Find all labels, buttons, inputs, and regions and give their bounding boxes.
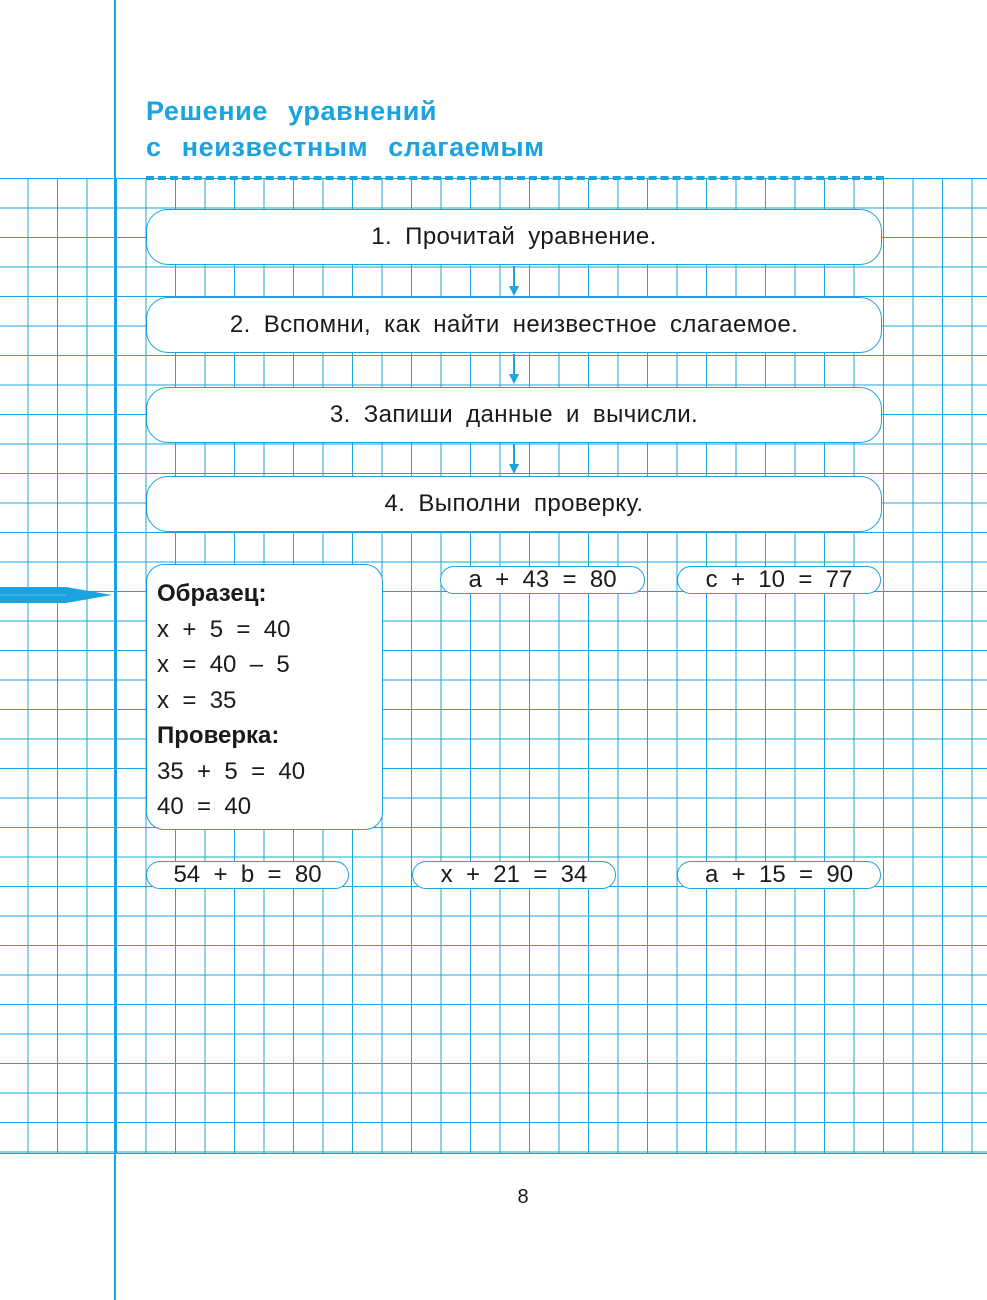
page-title xyxy=(146,93,545,165)
step-2: 2. Вспомни, как найти неизвестное слагаемое. xyxy=(146,297,882,353)
equation-4: x + 21 = 34 xyxy=(412,861,616,889)
arrow-down-icon xyxy=(509,444,519,474)
arrow-down-icon xyxy=(509,266,519,296)
check-heading: Проверка: xyxy=(157,722,280,749)
sample-box xyxy=(146,564,383,830)
arrow-down-icon xyxy=(509,354,519,384)
title-line-2: с неизвестным слагаемым xyxy=(146,132,545,162)
sample-line: x = 40 – 5 xyxy=(157,651,290,678)
grid-bottom-line xyxy=(0,1153,987,1154)
sample-heading: Образец: xyxy=(157,580,267,607)
sample-line: x + 5 = 40 xyxy=(157,615,291,643)
check-line: 40 = 40 xyxy=(157,793,252,820)
check-line: 35 + 5 = 40 xyxy=(157,757,306,785)
equation-1: a + 43 = 80 xyxy=(440,566,645,594)
equation-5: a + 15 = 90 xyxy=(677,861,881,889)
equation-2: c + 10 = 77 xyxy=(677,566,881,594)
margin-line xyxy=(114,0,116,1300)
title-divider xyxy=(146,176,884,180)
step-4: 4. Выполни проверку. xyxy=(146,476,882,532)
page-number: 8 xyxy=(517,1186,529,1208)
sample-line: x = 35 xyxy=(157,686,237,714)
pencil-arrow-icon xyxy=(0,586,112,604)
title-line-1: Решение уравнений xyxy=(146,96,438,126)
equation-3: 54 + b = 80 xyxy=(146,861,349,889)
step-1: 1. Прочитай уравнение. xyxy=(146,209,882,265)
step-3: 3. Запиши данные и вычисли. xyxy=(146,387,882,443)
